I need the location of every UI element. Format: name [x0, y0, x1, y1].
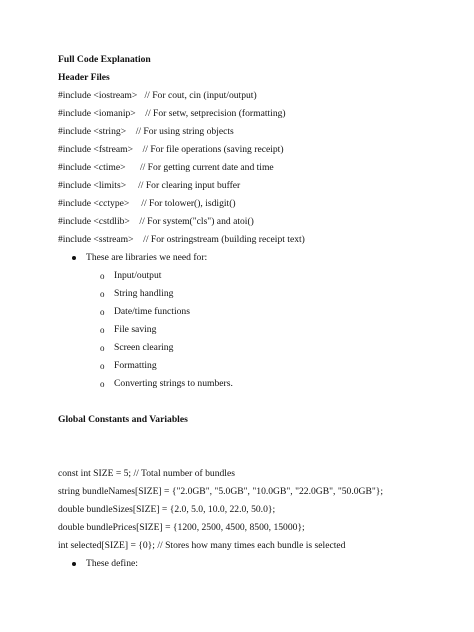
- code-line: int selected[SIZE] = {0}; // Stores how many times each bundle is selected: [58, 540, 346, 551]
- code-line: #include <fstream> // For file operations (saving receipt): [58, 144, 284, 155]
- sub-bullet-icon: o: [100, 343, 105, 353]
- sub-list-item: Input/output: [114, 270, 162, 281]
- code-line: #include <sstream> // For ostringstream (building receipt text): [58, 234, 305, 245]
- page-heading: Full Code Explanation: [58, 54, 151, 65]
- code-line: #include <iomanip> // For setw, setprecision (formatting): [58, 108, 286, 119]
- bullet-text: These are libraries we need for:: [86, 252, 208, 263]
- sub-list-item: Screen clearing: [114, 342, 174, 353]
- sub-bullet-icon: o: [100, 289, 105, 299]
- sub-bullet-icon: o: [100, 271, 105, 281]
- code-line: #include <cctype> // For tolower(), isdigit(): [58, 198, 236, 209]
- sub-bullet-icon: o: [100, 325, 105, 335]
- code-line: #include <limits> // For clearing input buffer: [58, 180, 241, 191]
- code-line: double bundleSizes[SIZE] = {2.0, 5.0, 10.0, 22.0, 50.0};: [58, 504, 276, 515]
- code-line: #include <iostream> // For cout, cin (input/output): [58, 90, 257, 101]
- code-line: string bundleNames[SIZE] = {"2.0GB", "5.0GB", "10.0GB", "22.0GB", "50.0GB"};: [58, 486, 384, 497]
- code-line: const int SIZE = 5; // Total number of bundles: [58, 468, 235, 479]
- bullet-icon: [72, 256, 76, 260]
- sub-bullet-icon: o: [100, 361, 105, 371]
- bullet-icon: [72, 562, 76, 566]
- sub-bullet-icon: o: [100, 307, 105, 317]
- sub-bullet-icon: o: [100, 379, 105, 389]
- sub-list-item: String handling: [114, 288, 174, 299]
- code-line: #include <string> // For using string objects: [58, 126, 234, 137]
- sub-list-item: Formatting: [114, 360, 157, 371]
- code-line: double bundlePrices[SIZE] = {1200, 2500, 4500, 8500, 15000};: [58, 522, 305, 533]
- section-title-globals: Global Constants and Variables: [58, 414, 188, 425]
- code-line: #include <cstdlib> // For system("cls") and atoi(): [58, 216, 254, 227]
- sub-list-item: File saving: [114, 324, 157, 335]
- sub-list-item: Converting strings to numbers.: [114, 378, 233, 389]
- sub-list-item: Date/time functions: [114, 306, 190, 317]
- code-line: #include <ctime> // For getting current date and time: [58, 162, 274, 173]
- bullet-text: These define:: [86, 558, 138, 569]
- section-title-header-files: Header Files: [58, 72, 110, 83]
